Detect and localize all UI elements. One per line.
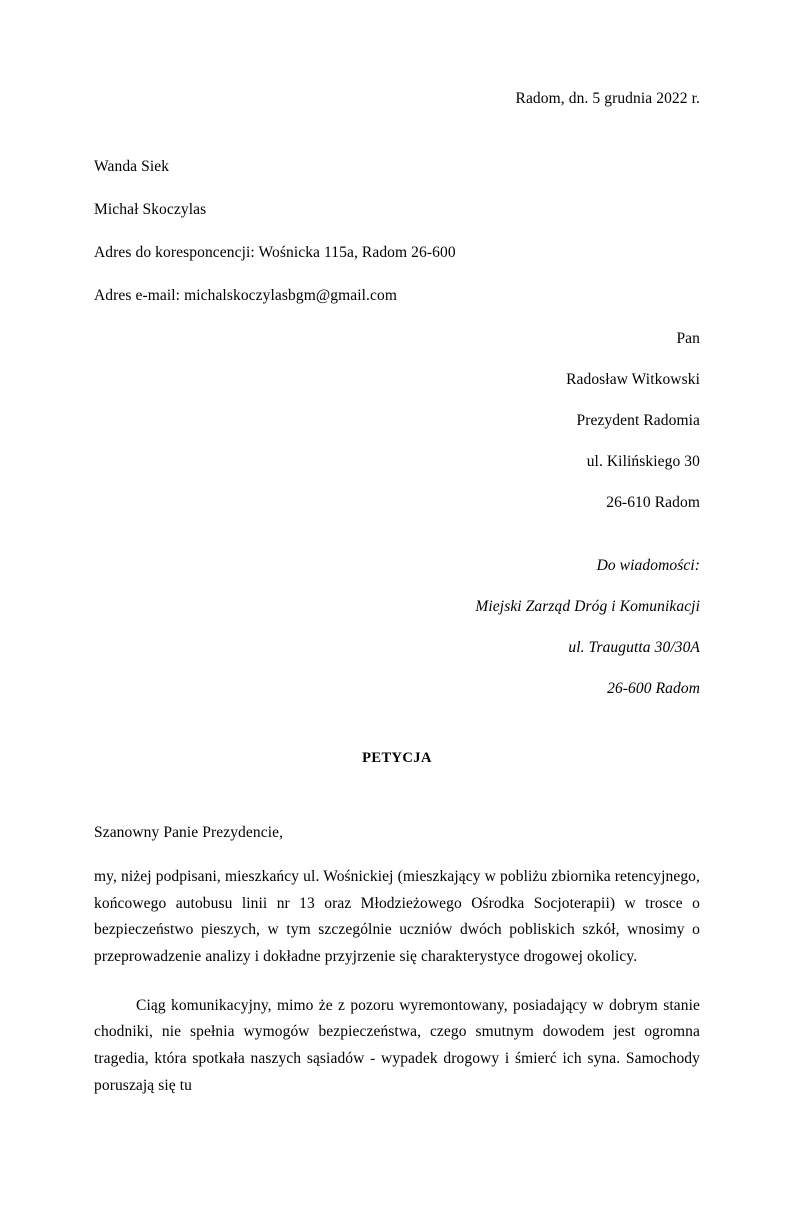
salutation: Szanowny Panie Prezydencie, <box>94 824 284 841</box>
recipient-line: 26-610 Radom <box>606 494 700 511</box>
sender-line: Adres do koresponcencji: Wośnicka 115a, Radom 26-600 <box>94 244 456 261</box>
sender-line: Michał Skoczylas <box>94 201 207 218</box>
cc-line: Miejski Zarząd Dróg i Komunikacji <box>475 598 700 615</box>
recipient-line: ul. Kilińskiego 30 <box>586 453 700 470</box>
cc-heading: Do wiadomości: <box>596 557 700 574</box>
sender-line: Wanda Siek <box>94 158 170 175</box>
cc-line: 26-600 Radom <box>607 680 700 697</box>
cc-block <box>94 557 700 698</box>
recipient-line: Radosław Witkowski <box>566 371 700 388</box>
cc-line: ul. Traugutta 30/30A <box>568 639 700 656</box>
document-page <box>0 90 794 1213</box>
date-line: Radom, dn. 5 grudnia 2022 r. <box>515 90 700 107</box>
body-paragraph: my, niżej podpisani, mieszkańcy ul. Wośnickiej (mieszkający w pobliżu zbiornika retencyjnego, końcowego autobusu linii nr 13 oraz Młodzieżowego Ośrodka Socjoterapii) w trosce o bezpieczeństwo pieszych, w tym szczególnie uczniów dwóch pobliskich szkół, wnosimy o przeprowadzenie analizy i dokładne przyjrzenie się charakterystyce drogowej okolicy. <box>94 868 700 965</box>
sender-line: Adres e-mail: michalskoczylasbgm@gmail.com <box>94 287 397 304</box>
sender-block <box>94 158 700 305</box>
recipient-line: Pan <box>676 330 700 347</box>
page-title: PETYCJA <box>362 750 432 766</box>
recipient-line: Prezydent Radomia <box>576 412 700 429</box>
body-paragraph: Ciąg komunikacyjny, mimo że z pozoru wyremontowany, posiadający w dobrym stanie chodniki, nie spełnia wymogów bezpieczeństwa, czego smutnym dowodem jest ogromna tragedia, która spotkała naszych sąsiadów - wypadek drogowy i śmierć ich syna. Samochody poruszają się tu <box>94 996 700 1094</box>
recipient-block <box>94 330 700 512</box>
